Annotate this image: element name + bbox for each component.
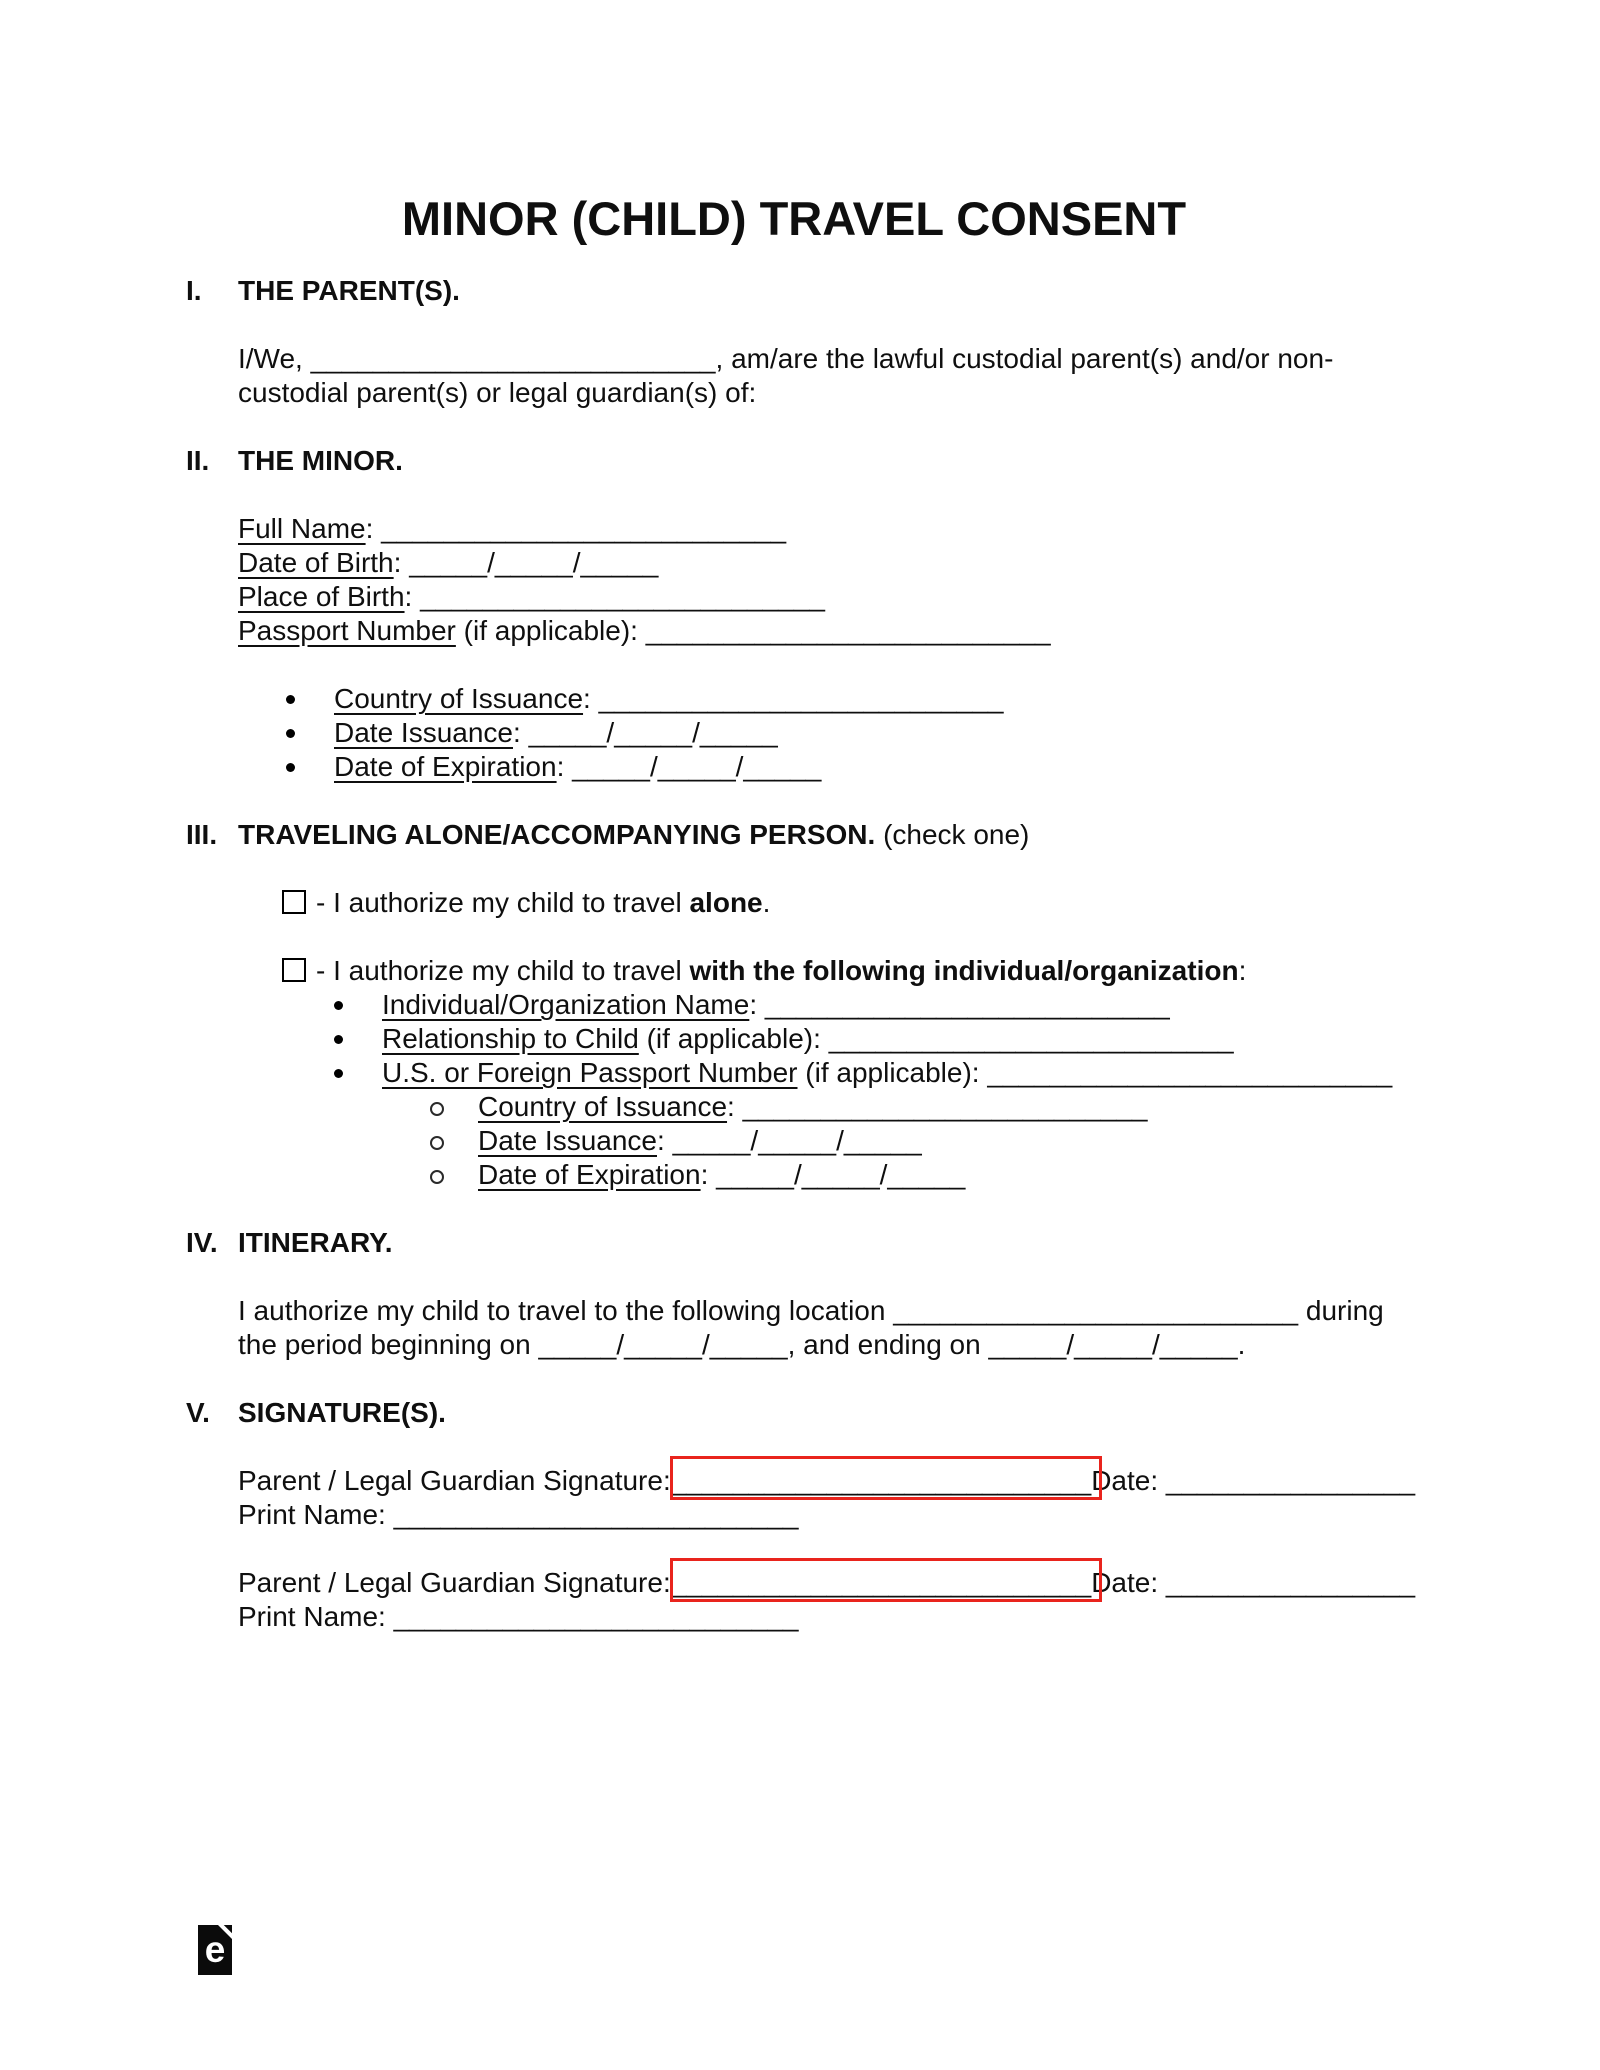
parents-intro-prefix: I/We,	[238, 343, 311, 374]
option-travel-with	[282, 954, 1402, 988]
travel-start-date-blank[interactable]: _____/_____/_____	[538, 1329, 788, 1360]
field-separator: :	[700, 1159, 717, 1190]
bullet-icon	[334, 1069, 343, 1078]
signature-date-blank[interactable]: ________________	[1165, 1465, 1416, 1496]
form-body	[186, 192, 1416, 1668]
section-numeral-3: III.	[186, 819, 218, 850]
section-heading-signatures	[186, 1396, 1402, 1430]
field-separator: :	[513, 717, 529, 748]
minor-fields	[186, 512, 1402, 648]
signature-block-1	[186, 1464, 1416, 1532]
companion-passport-details	[186, 1090, 1402, 1192]
field-separator: :	[727, 1091, 743, 1122]
minor-field-passport	[238, 614, 1402, 648]
print-name-row	[238, 1498, 1402, 1532]
signature-row	[238, 1566, 1416, 1600]
bullet-icon	[334, 1035, 343, 1044]
option-text-bold: alone	[689, 887, 763, 918]
option-text-end: .	[762, 887, 771, 918]
bullet-individual-name	[186, 988, 1402, 1022]
country-of-issuance-blank[interactable]: __________________________	[598, 683, 1004, 714]
section-heading-parents	[186, 274, 1402, 308]
section-numeral-1: I.	[186, 275, 202, 306]
field-label: Place of Birth	[238, 581, 405, 612]
section-heading-minor	[186, 444, 1402, 478]
field-label: Country of Issuance	[334, 683, 584, 714]
option-travel-alone	[282, 886, 1402, 920]
print-name-blank[interactable]: __________________________	[393, 1601, 799, 1632]
signature-blank[interactable]: ___________________________	[670, 1465, 1092, 1496]
print-name-row	[238, 1600, 1402, 1634]
travel-location-blank[interactable]: __________________________	[893, 1295, 1299, 1326]
check-one-note: (check one)	[875, 819, 1030, 850]
signature-blank[interactable]: ___________________________	[670, 1567, 1092, 1598]
minor-passport-bullets	[186, 682, 1402, 784]
field-separator: :	[393, 547, 410, 578]
signature-field[interactable]	[671, 1566, 1091, 1600]
field-separator: (if applicable):	[797, 1057, 988, 1088]
itinerary-text: I authorize my child to travel to the following location	[238, 1295, 894, 1326]
parents-name-blank[interactable]: __________________________	[310, 343, 716, 374]
companion-date-expiration-blank[interactable]: _____/_____/_____	[716, 1159, 966, 1190]
section-title-parents: THE PARENT(S).	[238, 275, 460, 306]
parents-intro-paragraph	[238, 342, 1402, 410]
companion-date-issuance-blank[interactable]: _____/_____/_____	[672, 1125, 922, 1156]
print-name-blank[interactable]: __________________________	[393, 1499, 799, 1530]
option-text: - I authorize my child to travel	[316, 887, 690, 918]
field-label: Date of Birth	[238, 547, 394, 578]
option-text-bold: with the following individual/organization	[689, 955, 1239, 986]
section-numeral-5: V.	[186, 1397, 210, 1428]
page-title: MINOR (CHILD) TRAVEL CONSENT	[401, 192, 1187, 245]
minor-field-place-of-birth	[238, 580, 1402, 614]
field-label: Date Issuance	[478, 1125, 657, 1156]
bullet-date-of-expiration	[186, 750, 1402, 784]
option-text-end: :	[1238, 955, 1247, 986]
place-of-birth-blank[interactable]: __________________________	[420, 581, 825, 612]
date-label: Date:	[1091, 1567, 1166, 1598]
bullet-icon	[286, 763, 295, 772]
full-name-blank[interactable]: __________________________	[381, 513, 787, 544]
parents-intro-suffix: , am/are the lawful custodial parent(s) and/or non-custodial parent(s) or legal guardian(s) of:	[238, 343, 1334, 408]
section-heading-itinerary	[186, 1226, 1402, 1260]
field-separator: :	[749, 989, 765, 1020]
bullet-country-of-issuance	[186, 682, 1402, 716]
minor-field-dob	[238, 546, 1402, 580]
section-title-traveling: TRAVELING ALONE/ACCOMPANYING PERSON.	[238, 819, 876, 850]
print-name-label: Print Name:	[238, 1499, 394, 1530]
signature-label: Parent / Legal Guardian Signature:	[238, 1465, 671, 1496]
companion-passport-blank[interactable]: __________________________	[987, 1057, 1393, 1088]
bullet-icon	[286, 695, 295, 704]
date-of-expiration-blank[interactable]: _____/_____/_____	[572, 751, 822, 782]
signature-date-blank[interactable]: ________________	[1165, 1567, 1416, 1598]
date-issuance-blank[interactable]: _____/_____/_____	[528, 717, 778, 748]
individual-name-blank[interactable]: __________________________	[764, 989, 1170, 1020]
passport-number-blank[interactable]: __________________________	[645, 615, 1051, 646]
circle-bullet-icon	[430, 1102, 444, 1116]
logo-letter: e	[204, 1929, 226, 1970]
subbullet-country-of-issuance	[186, 1090, 1402, 1124]
field-label: Individual/Organization Name	[382, 989, 750, 1020]
companion-fields	[186, 988, 1402, 1090]
eforms-document-logo	[198, 1925, 232, 1975]
section-heading-traveling	[186, 818, 1402, 852]
field-label: U.S. or Foreign Passport Number	[382, 1057, 798, 1088]
itinerary-text: , and ending on	[787, 1329, 989, 1360]
signature-row	[238, 1464, 1416, 1498]
travel-alone-checkbox[interactable]	[282, 890, 306, 914]
signature-label: Parent / Legal Guardian Signature:	[238, 1567, 671, 1598]
circle-bullet-icon	[430, 1136, 444, 1150]
minor-field-full-name	[238, 512, 1402, 546]
section-title-itinerary: ITINERARY.	[238, 1227, 393, 1258]
section-title-signatures: SIGNATURE(S).	[238, 1397, 446, 1428]
travel-end-date-blank[interactable]: _____/_____/_____	[988, 1329, 1238, 1360]
travel-with-checkbox[interactable]	[282, 958, 306, 982]
dob-blank[interactable]: _____/_____/_____	[409, 547, 659, 578]
companion-country-blank[interactable]: __________________________	[742, 1091, 1148, 1122]
field-label: Full Name	[238, 513, 366, 544]
bullet-icon	[334, 1001, 343, 1010]
bullet-companion-passport	[186, 1056, 1402, 1090]
field-separator: :	[583, 683, 599, 714]
subbullet-date-of-expiration	[186, 1158, 1402, 1192]
field-label: Date of Expiration	[334, 751, 557, 782]
section-numeral-2: II.	[186, 445, 210, 476]
field-label: Date Issuance	[334, 717, 513, 748]
bullet-relationship	[186, 1022, 1402, 1056]
field-label: Country of Issuance	[478, 1091, 728, 1122]
itinerary-text-end: .	[1237, 1329, 1246, 1360]
field-separator: (if applicable):	[455, 615, 646, 646]
field-separator: :	[404, 581, 421, 612]
field-separator: :	[657, 1125, 673, 1156]
print-name-label: Print Name:	[238, 1601, 394, 1632]
bullet-date-issuance	[186, 716, 1402, 750]
section-numeral-4: IV.	[186, 1227, 218, 1258]
relationship-blank[interactable]: __________________________	[828, 1023, 1234, 1054]
field-separator: :	[365, 513, 382, 544]
date-label: Date:	[1091, 1465, 1166, 1496]
bullet-icon	[286, 729, 295, 738]
signature-block-2	[186, 1566, 1416, 1634]
section-title-minor: THE MINOR.	[238, 445, 403, 476]
field-label: Passport Number	[238, 615, 456, 646]
signature-field[interactable]	[671, 1464, 1091, 1498]
field-separator: :	[556, 751, 573, 782]
field-label: Relationship to Child	[382, 1023, 639, 1054]
itinerary-paragraph	[238, 1294, 1402, 1362]
circle-bullet-icon	[430, 1170, 444, 1184]
subbullet-date-issuance	[186, 1124, 1402, 1158]
option-text: - I authorize my child to travel	[316, 955, 690, 986]
field-label: Date of Expiration	[478, 1159, 701, 1190]
field-separator: (if applicable):	[638, 1023, 829, 1054]
itinerary-text: during the period beginning on	[238, 1295, 1384, 1360]
